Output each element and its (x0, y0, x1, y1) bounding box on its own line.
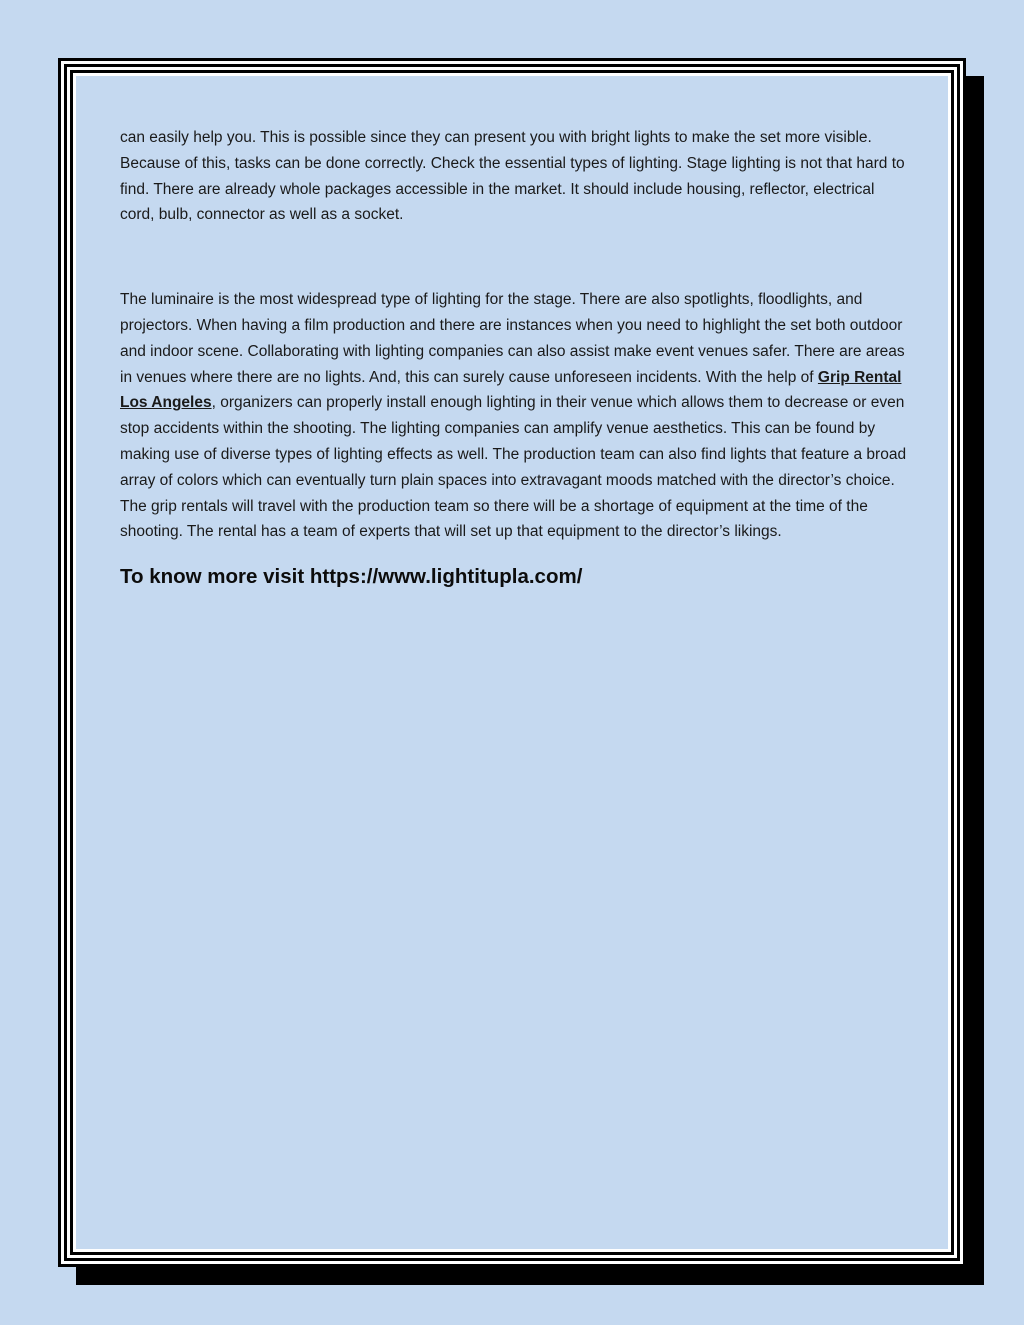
document-content (120, 125, 910, 591)
paragraph-text-after-link: , organizers can properly install enough lighting in their venue which allows them to decrease or even stop accidents within the shooting. The lighting companies can amplify venue aesthetics. This can be found by making use of diverse types of lighting effects as well. The production team can also find lights that feature a broad array of colors which can eventually turn plain spaces into extravagant moods matched with the director’s choice. The grip rentals will travel with the production team so there will be a shortage of equipment at the time of the shooting. The rental has a team of experts that will set up that equipment to the director’s likings. (120, 394, 907, 541)
call-to-action-heading: To know more visit https://www.lightitupla.com/ (120, 565, 583, 589)
grip-rental-link[interactable]: Grip Rental Los Angeles (120, 368, 902, 412)
paragraph-text-before-link: The luminaire is the most widespread type of lighting for the stage. There are also spotlights, floodlights, and projectors. When having a film production and there are instances when you need to highlight the set both outdoor and indoor scene. Collaborating with lighting companies can also assist make event venues safer. There are areas in venues where there are no lights. And, this can surely cause unforeseen incidents. With the help of (120, 291, 905, 386)
paragraph-luminaire (120, 287, 910, 545)
page-body (76, 76, 948, 1249)
paragraph-lighting-intro: can easily help you. This is possible since they can present you with bright lights to make the set more visible. Because of this, tasks can be done correctly. Check the essential types of lighting. Stage lighting is not that hard to find. There are already whole packages accessible in the market. It should include housing, reflector, electrical cord, bulb, connector as well as a socket. (120, 129, 905, 224)
page-border-frame (58, 58, 966, 1267)
